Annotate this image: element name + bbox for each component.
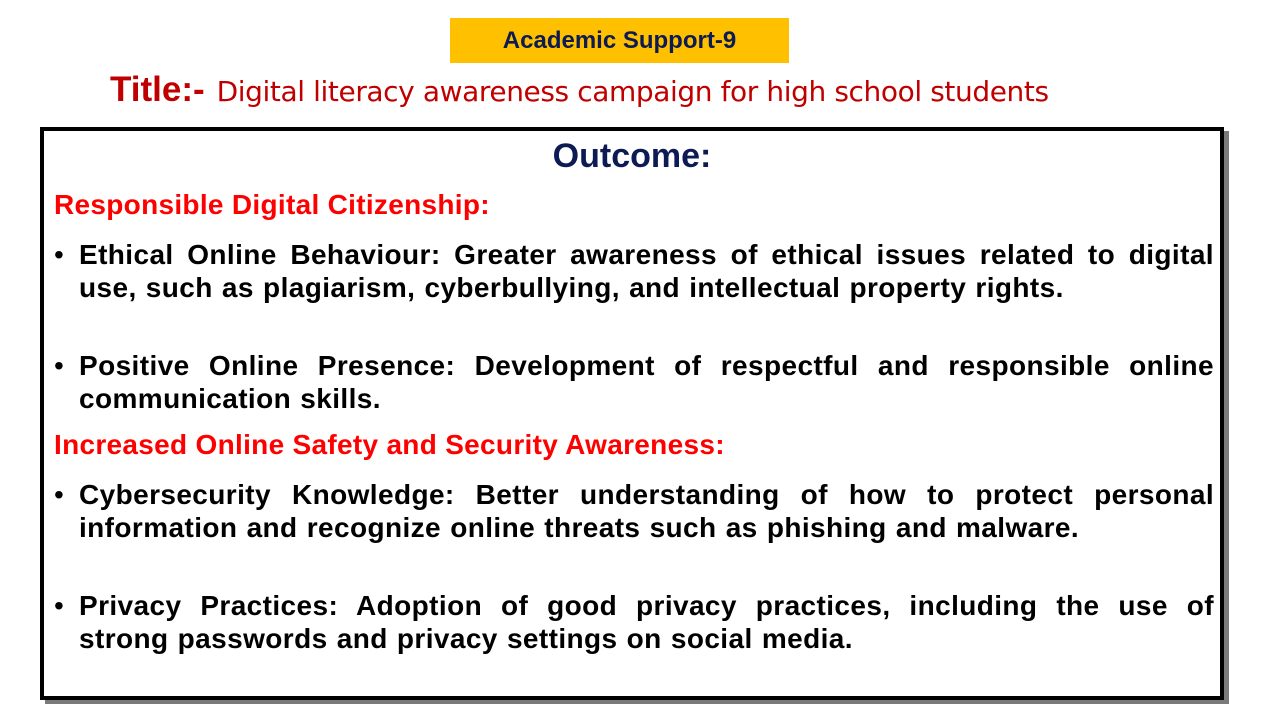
section-heading-safety: Increased Online Safety and Security Awareness: bbox=[54, 429, 725, 460]
badge-label: Academic Support-9 bbox=[502, 26, 737, 54]
bullet-item bbox=[54, 238, 1214, 304]
bullet-marker: • bbox=[54, 590, 64, 621]
title-label: Title:- bbox=[110, 70, 205, 109]
bullet-text: Cybersecurity Knowledge: Better understanding of how to protect personal information and recognize online threats such as phishing and malware. bbox=[79, 479, 1214, 543]
academic-support-badge bbox=[450, 18, 789, 63]
outcome-box bbox=[40, 127, 1224, 700]
bullet-text: Ethical Online Behaviour: Greater awareness of ethical issues related to digital use, such as plagiarism, cyberbullying, and intellectual property rights. bbox=[79, 239, 1214, 303]
bullet-item bbox=[54, 349, 1214, 415]
bullet-text: Privacy Practices: Adoption of good privacy practices, including the use of strong passwords and privacy settings on social media. bbox=[79, 590, 1214, 654]
section-heading-citizenship: Responsible Digital Citizenship: bbox=[54, 189, 490, 220]
bullet-marker: • bbox=[54, 479, 64, 510]
slide-title bbox=[110, 70, 1049, 114]
outcome-heading: Outcome: bbox=[552, 137, 712, 175]
title-text: Digital literacy awareness campaign for high school students bbox=[216, 75, 1049, 108]
bullet-marker: • bbox=[54, 350, 64, 381]
bullet-marker: • bbox=[54, 239, 64, 270]
bullet-item bbox=[54, 589, 1214, 655]
bullet-text: Positive Online Presence: Development of respectful and responsible online communication skills. bbox=[79, 350, 1214, 414]
bullet-item bbox=[54, 478, 1214, 544]
